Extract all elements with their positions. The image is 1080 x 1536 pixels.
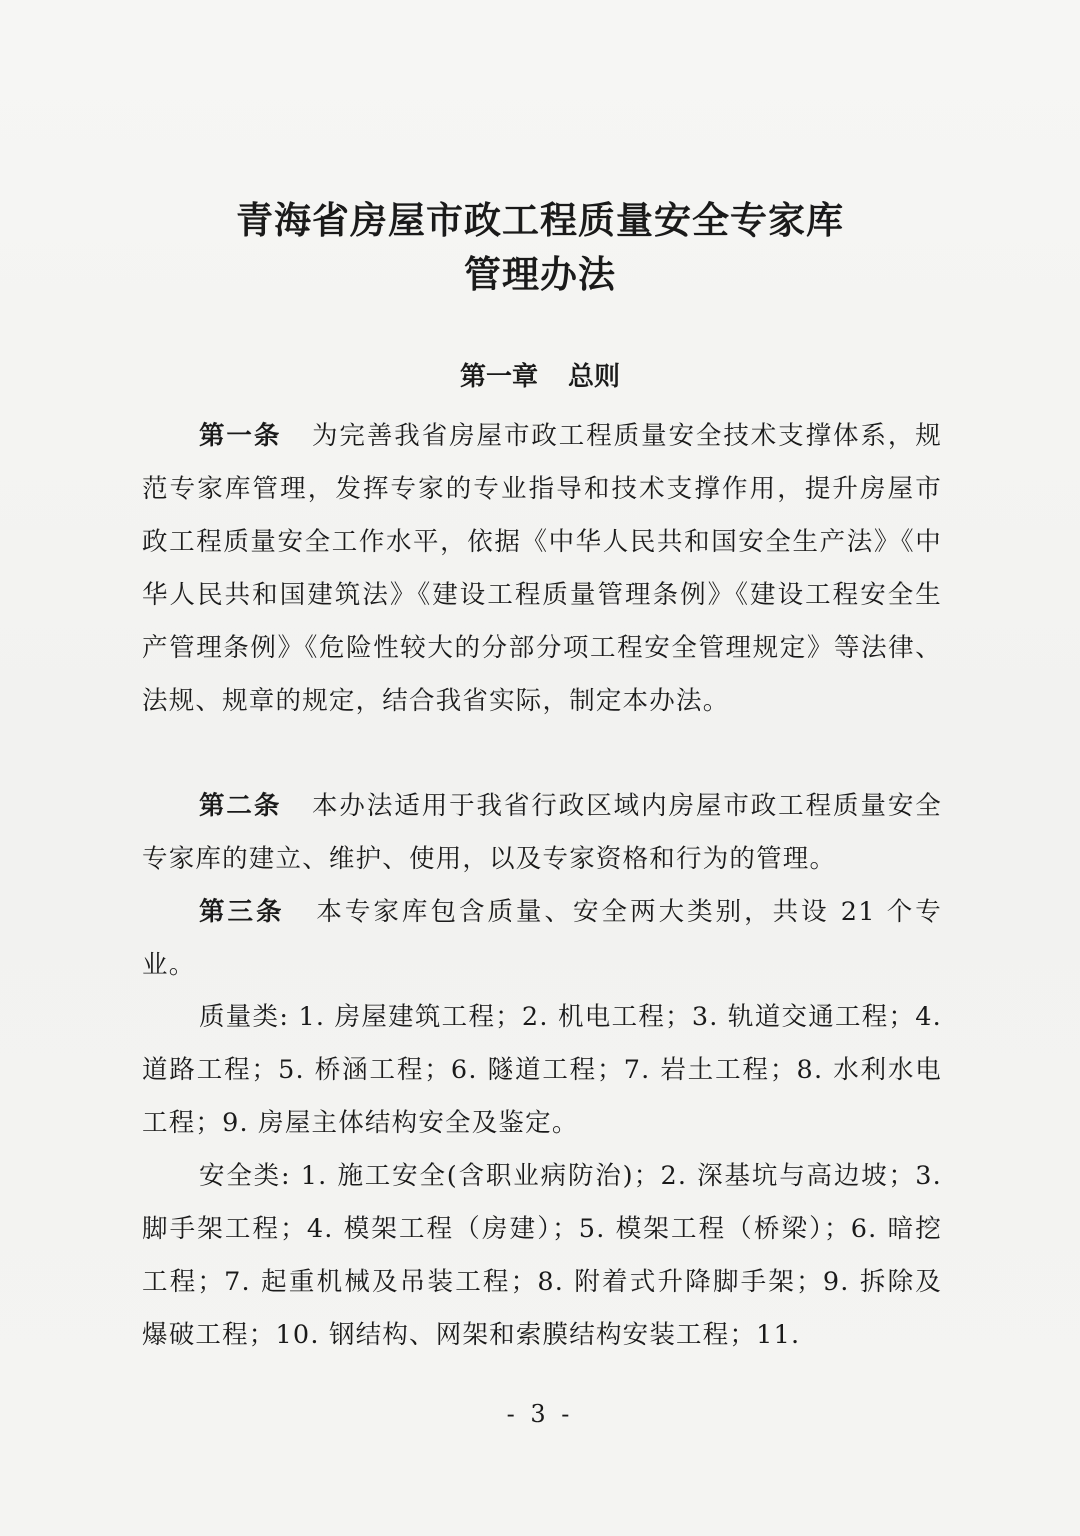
article-text: 本专家库包含质量、安全两大类别，共设 21 个专业。 [142,897,942,980]
chapter-number: 第一章 [459,362,538,392]
article-label: 第一条 [199,421,282,451]
article-3 [142,886,942,992]
quality-category-paragraph [142,991,942,1150]
chapter-heading [0,362,1080,393]
article-label: 第二条 [199,791,282,821]
safety-category-paragraph [142,1150,942,1362]
article-1 [142,410,942,728]
article-2 [142,780,942,886]
chapter-name: 总则 [568,362,621,392]
article-text: 为完善我省房屋市政工程质量安全技术支撑体系，规范专家库管理，发挥专家的专业指导和技术支撑作用，提升房屋市政工程质量安全工作水平，依据《中华人民共和国安全生产法》《中华人民共和国建筑法》《建设工程质量管理条例》《建设工程安全生产管理条例》《危险性较大的分部分项工程安全管理规定》等法律、法规、规章的规定，结合我省实际，制定本办法。 [142,421,942,716]
article-text: 本办法适用于我省行政区域内房屋市政工程质量安全专家库的建立、维护、使用，以及专家资格和行为的管理。 [142,791,942,874]
article-label: 第三条 [199,897,285,927]
document-title-line2: 管理办法 [464,252,616,296]
page-number: - 3 - [506,1400,574,1428]
document-title-line1: 青海省房屋市政工程质量安全专家库 [236,198,844,242]
quality-category-text: 质量类: 1. 房屋建筑工程；2. 机电工程；3. 轨道交通工程；4. 道路工程；5. 桥涵工程；6. 隧道工程；7. 岩土工程；8. 水利水电工程；9. 房屋主体结构安全及鉴定。 [142,1002,942,1138]
safety-category-text: 安全类: 1. 施工安全(含职业病防治)；2. 深基坑与高边坡；3. 脚手架工程；4. 模架工程（房建）；5. 模架工程（桥梁）；6. 暗挖工程；7. 起重机械及吊装工程；8. 附着式升降脚手架；9. 拆除及爆破工程；10. 钢结构、网架和索膜结构安装工程；11. [142,1161,942,1350]
